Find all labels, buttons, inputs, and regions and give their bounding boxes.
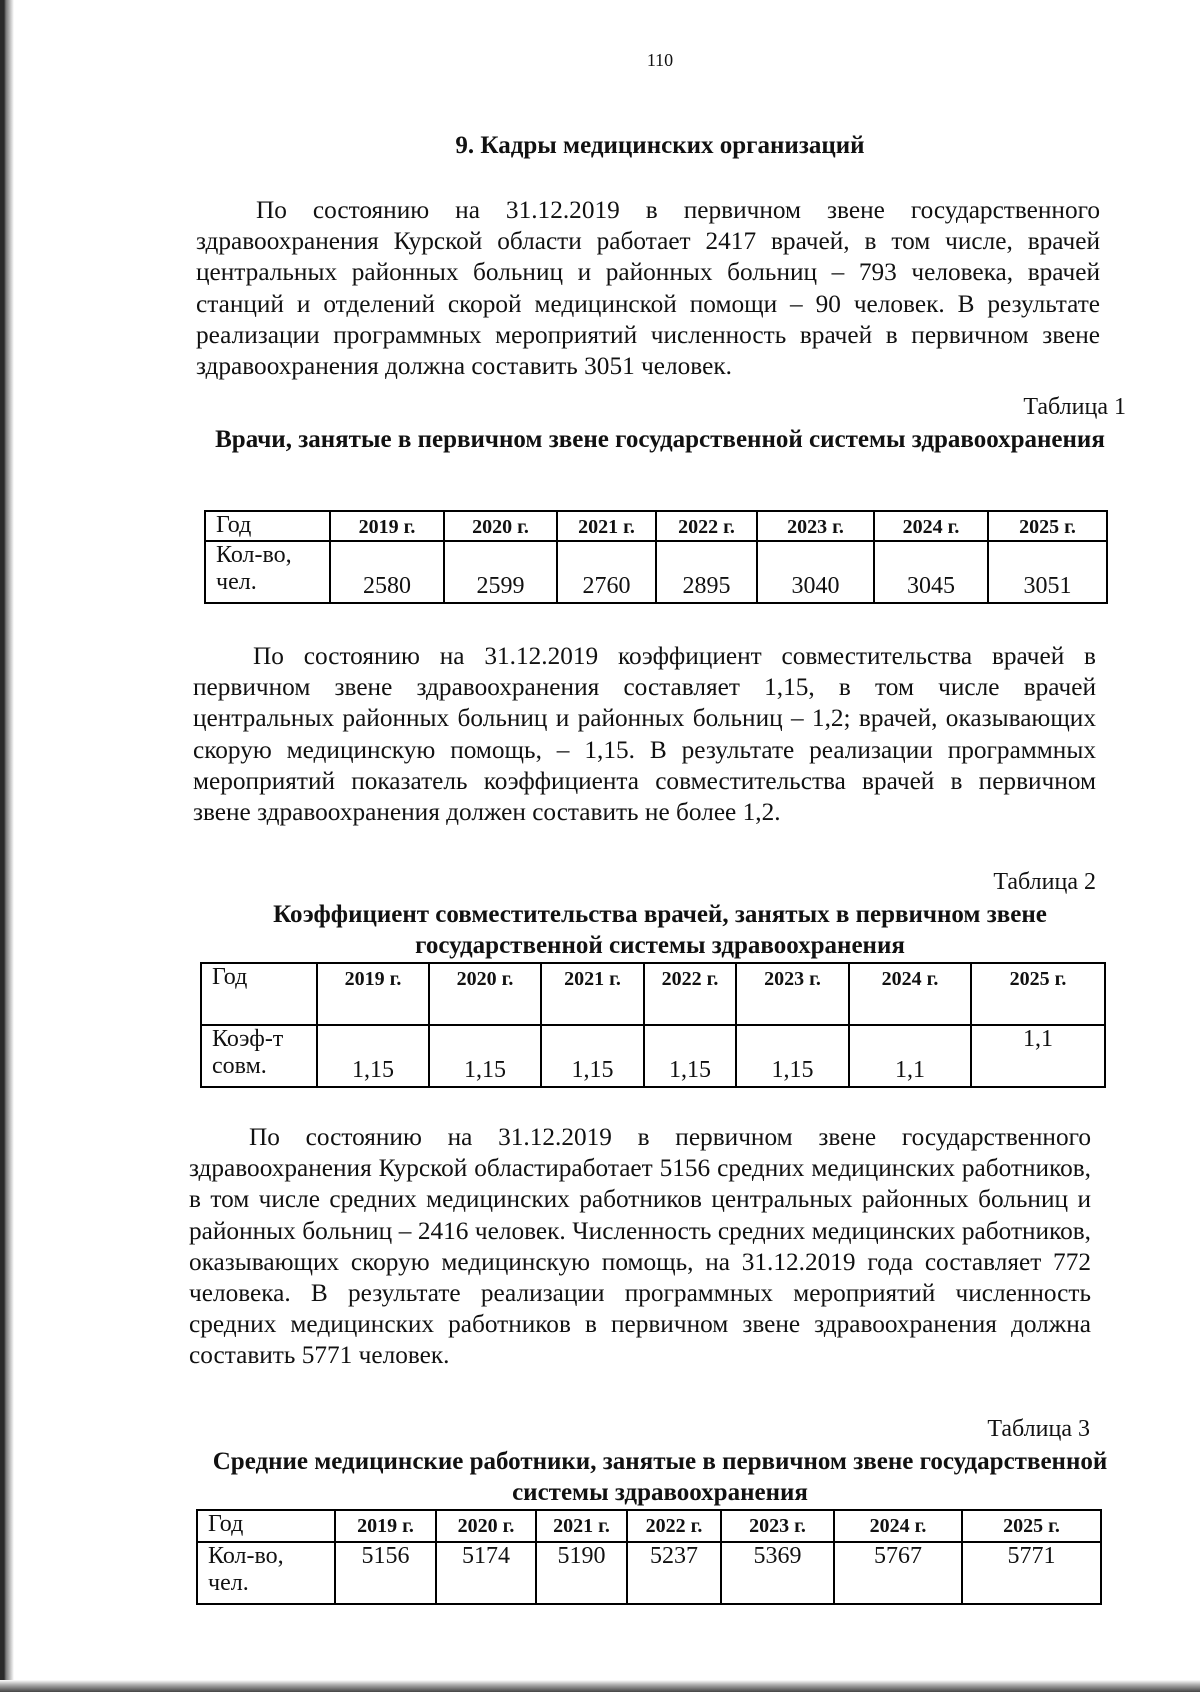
table-cell: 5369 [721,1542,834,1604]
table-cell: 5767 [834,1542,962,1604]
table-cell: 1,15 [317,1025,429,1087]
table-cell: 2021 г. [557,511,656,541]
table-1-label: Таблица 1 [1023,394,1126,420]
table-cell: 3051 [988,541,1107,603]
table-cell: 2024 г. [849,963,971,1025]
table-2-title: Коэффициент совместительства врачей, занятых в первичном звене государственной системы здравоохранения [273,901,1047,959]
table-cell: 2760 [557,541,656,603]
table-row [205,511,1107,541]
table-cell: 1,15 [541,1025,644,1087]
table-row [197,1542,1101,1604]
table-cell: 5156 [335,1542,436,1604]
paragraph-1: По состоянию на 31.12.2019 в первичном звене государственного здравоохранения Курской области работает 2417 врачей, в том числе, врачей центральных районных больниц и районных больниц – 793 человека, врачей станций и отделений скорой медицинской помощи – 90 человек. В результате реализации программных мероприятий численность врачей в первичном звене здравоохранения должна составить 3051 человек. [196,196,1100,381]
table-cell: 2020 г. [444,511,557,541]
table-cell: 1,1 [971,1025,1105,1087]
table-cell: 2895 [656,541,757,603]
table-cell: 2019 г. [330,511,444,541]
table-cell: 3040 [757,541,874,603]
table-cell: 3045 [874,541,988,603]
table-cell: 5174 [436,1542,536,1604]
table-cell: 2022 г. [627,1510,721,1542]
table-3-label: Таблица 3 [987,1416,1090,1442]
table-cell: 2019 г. [317,963,429,1025]
table-cell: 2025 г. [988,511,1107,541]
page-number: 110 [646,50,674,70]
row-label: Кол-во, чел. [205,541,330,603]
table-row [197,1510,1101,1542]
table-cell: 2021 г. [541,963,644,1025]
table-cell: 1,15 [736,1025,849,1087]
table-cell: 2024 г. [874,511,988,541]
table-row [201,963,1105,1025]
paragraph-2: По состоянию на 31.12.2019 коэффициент совместительства врачей в первичном звене здравоохранения составляет 1,15, в том числе врачей центральных районных больниц и районных больниц – 1,2; врачей, оказывающих скорую медицинскую помощь, – 1,15. В результате реализации программных мероприятий показатель коэффициента совместительства врачей в первичном звене здравоохранения должен составить не более 1,2. [193,642,1096,827]
table-cell: 2599 [444,541,557,603]
table-cell: 2019 г. [335,1510,436,1542]
table-cell: 2021 г. [536,1510,627,1542]
table-2-label: Таблица 2 [993,869,1096,895]
table-cell: 5237 [627,1542,721,1604]
table-1-title: Врачи, занятые в первичном звене государственной системы здравоохранения [215,426,1105,453]
table-cell: 1,15 [644,1025,736,1087]
table-cell: 1,15 [429,1025,541,1087]
table-3-title: Средние медицинские работники, занятые в первичном звене государственной системы здравоохранения [212,1448,1108,1506]
table-cell: 2023 г. [736,963,849,1025]
table-row [201,1025,1105,1087]
table-cell: Год [201,963,317,1025]
scan-edge-left [0,0,14,1692]
table-1 [204,510,1108,604]
table-cell: 2580 [330,541,444,603]
table-cell: 2020 г. [436,1510,536,1542]
table-cell: 5190 [536,1542,627,1604]
section-title: 9. Кадры медицинских организаций [455,132,865,159]
table-cell: 2023 г. [757,511,874,541]
table-cell: 2023 г. [721,1510,834,1542]
row-label: Коэф-т совм. [201,1025,317,1087]
row-label: Кол-во, чел. [197,1542,335,1604]
table-cell: 2020 г. [429,963,541,1025]
table-row [205,541,1107,603]
table-2 [200,962,1106,1088]
table-cell: 2025 г. [962,1510,1101,1542]
table-cell: Год [197,1510,335,1542]
paragraph-3: По состоянию на 31.12.2019 в первичном звене государственного здравоохранения Курской областиработает 5156 средних медицинских работников, в том числе средних медицинских работников центральных районных больниц и районных больниц – 2416 человек. Численность средних медицинских работников, оказывающих скорую медицинскую помощь, на 31.12.2019 года составляет 772 человека. В результате реализации программных мероприятий численность средних медицинских работников в первичном звене здравоохранения должна составить 5771 человек. [189,1123,1091,1370]
table-cell: 2025 г. [971,963,1105,1025]
table-cell: 2022 г. [656,511,757,541]
table-cell: Год [205,511,330,541]
table-3 [196,1509,1102,1605]
scan-edge-bottom [0,1680,1200,1692]
table-cell: 5771 [962,1542,1101,1604]
table-cell: 2024 г. [834,1510,962,1542]
table-cell: 2022 г. [644,963,736,1025]
table-cell: 1,1 [849,1025,971,1087]
